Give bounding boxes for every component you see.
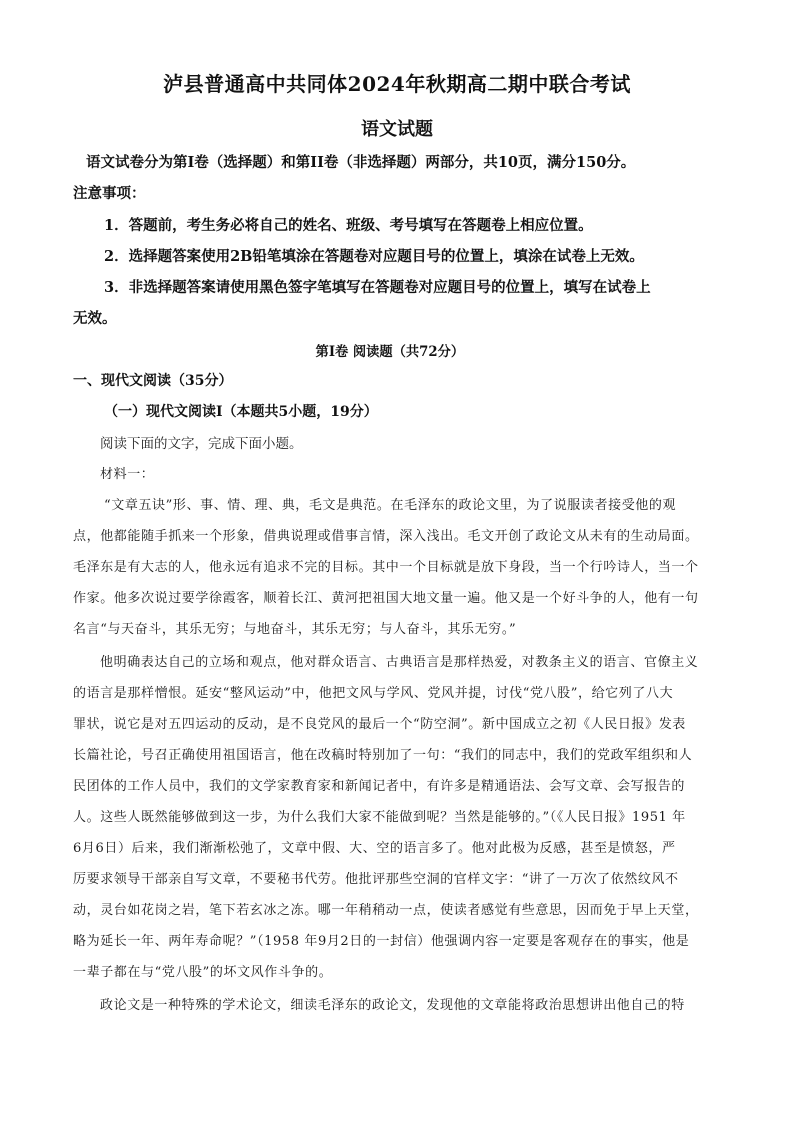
note-item: 2．选择题答案使用2B铅笔填涂在答题卷对应题目号的位置上，填涂在试卷上无效。: [104, 248, 644, 265]
passage-line: 点，他都能随手抓来一个形象，借典说理或借事言情，深入浅出。毛文开创了政论文从未有的生动局面。: [73, 529, 699, 544]
note-item: 3．非选择题答案请使用黑色签字笔填写在答题卷对应题目号的位置上，填写在试卷上: [104, 279, 651, 296]
exam-title: 泸县普通高中共同体2024年秋期高二期中联合考试: [163, 72, 631, 96]
passage-line: 动，灵台如花岗之岩，笔下若玄冰之冻。哪一年稍稍动一点，使读者感觉有些意思，因而免于早上天堂，: [73, 903, 699, 918]
passage-line: 6月6日）后来，我们渐渐松弛了，文章中假、大、空的语言多了。他对此极为反感，甚至是愤怒，严: [73, 841, 676, 856]
exam-subtitle: 语文试题: [361, 119, 433, 140]
passage-line: 长篇社论，号召正确使用祖国语言，他在改稿时特别加了一句：“我们的同志中，我们的党政军组织和人: [73, 748, 693, 763]
passage-line: “文章五诀”形、事、情、理、典，毛文是典范。在毛泽东的政论文里，为了说服读者接受他的观: [104, 498, 677, 513]
passage-line: 罪状，说它是对五四运动的反动，是不良党风的最后一个“防空洞”。新中国成立之初《人民日报》发表: [73, 717, 686, 732]
reading-instruction: 阅读下面的文字，完成下面小题。: [100, 436, 303, 452]
passage-line: 厉要求领导干部亲自写文章，不要秘书代劳。他批评那些空洞的官样文字：“讲了一万次了依然纹风不: [73, 872, 679, 887]
passage-line: 略为延长一年、两年寿命呢？”（1958 年9月2日的一封信）他强调内容一定要是客观存在的事实，他是: [73, 934, 690, 949]
passage-line: 毛泽东是有大志的人，他永远有追求不完的目标。其中一个目标就是放下身段，当一个行吟诗人，当一个: [73, 560, 699, 575]
subsection-heading: （一）现代文阅读Ⅰ（本题共5小题，19分）: [104, 404, 378, 420]
material-label: 材料一：: [100, 467, 155, 482]
paper-info: 语文试卷分为第Ⅰ卷（选择题）和第II卷（非选择题）两部分，共10页，满分150分。: [86, 154, 636, 171]
passage-line: 一辈子都在与“党八股”的坏文风作斗争的。: [73, 965, 333, 980]
passage-line: 人。这些人既然能够做到这一步，为什么我们大家不能做到呢？当然是能够的。”（《人民日报》1951 年: [73, 810, 686, 825]
note-item-continued: 无效。: [73, 310, 117, 327]
part-title: 第Ⅰ卷 阅读题（共72分）: [315, 344, 465, 360]
passage-line: 作家。他多次说过要学徐霞客，顺着长江、黄河把祖国大地文量一遍。他又是一个好斗争的人，他有一句: [73, 591, 699, 606]
passage-line: 的语言是那样憎恨。延安“整风运动”中，他把文风与学风、党风并提，讨伐“党八股”，给它列了八大: [73, 686, 674, 701]
passage-line: 他明确表达自己的立场和观点，他对群众语言、古典语言是那样热爱，对教条主义的语言、官僚主义: [100, 655, 699, 670]
passage-line: 民团体的工作人员中，我们的文学家教育家和新闻记者中，有许多是精通语法、会写文章、会写报告的: [73, 779, 686, 794]
note-item: 1．答题前，考生务必将自己的姓名、班级、考号填写在答题卷上相应位置。: [104, 217, 593, 234]
notes-heading: 注意事项：: [73, 185, 146, 202]
passage-line: 名言“与天奋斗，其乐无穷；与地奋斗，其乐无穷；与人奋斗，其乐无穷。”: [73, 622, 517, 637]
section-heading: 一、现代文阅读（35分）: [73, 373, 233, 389]
passage-line: 政论文是一种特殊的学术论文，细读毛泽东的政论文，发现他的文章能将政治思想讲出他自己的特: [100, 998, 685, 1013]
